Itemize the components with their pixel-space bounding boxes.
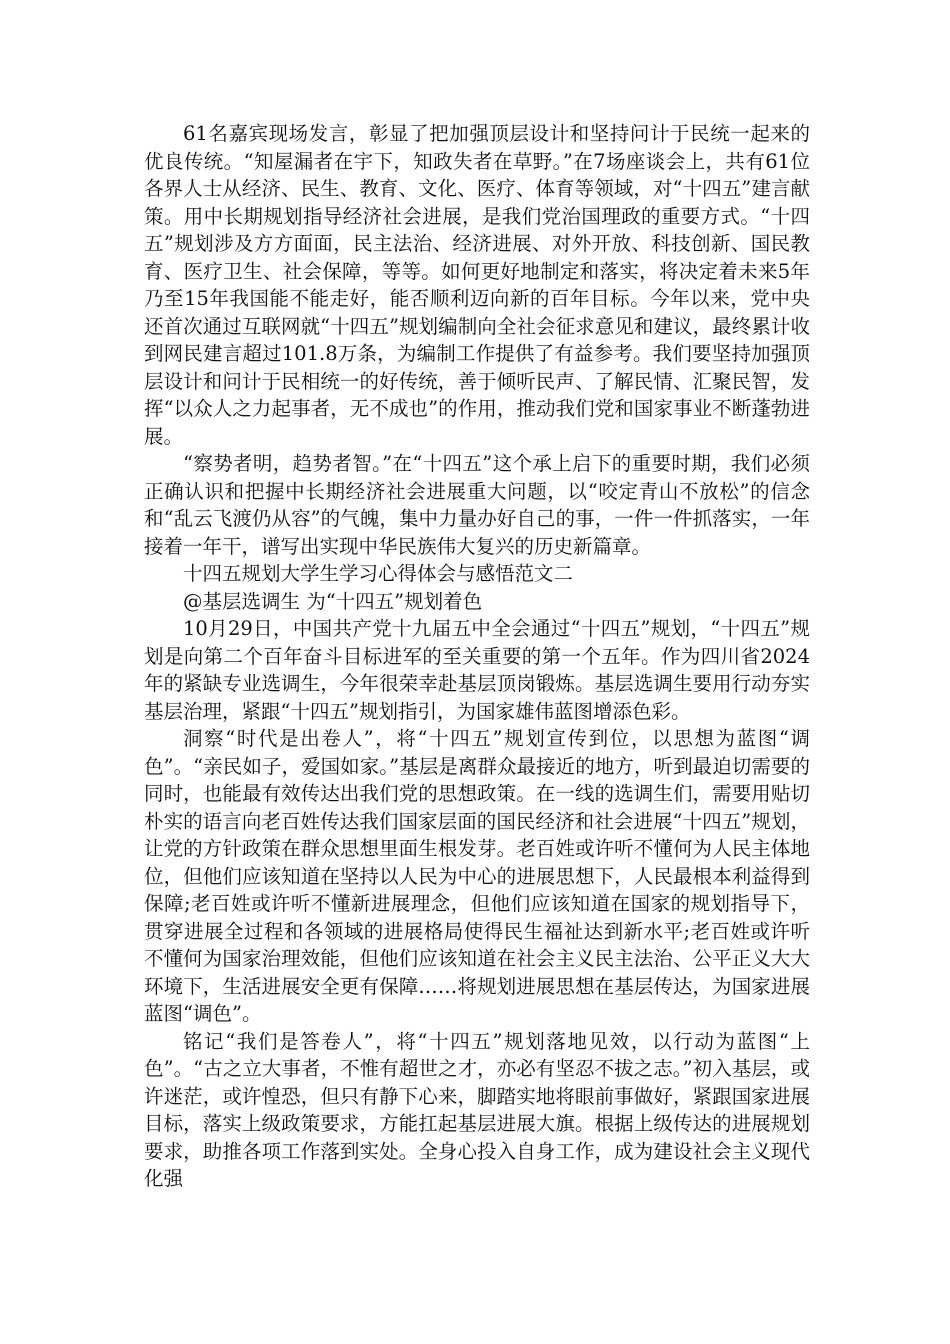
body-paragraph: “察势者明，趋势者智。”在“十四五”这个承上启下的重要时期，我们必须正确认识和把握中长期经济社会进展重大问题，以“咬定青山不放松”的信念和“乱云飞渡仍从容”的气魄，集中力量办好自己的事，一件一件抓落实，一年接着一年干，谱写出实现中华民族伟大复兴的历史新篇章。 [144,452,810,558]
section-title: 十四五规划大学生学习心得体会与感悟范文二 [183,562,574,585]
body-paragraph: 10月29日，中国共产党十九届五中全会通过“十四五”规划，“十四五”规划是向第二个百年奋斗目标进军的至关重要的第一个五年。作为四川省2024年的紧缺专业选调生，今年很荣幸赴基层顶岗锻炼。基层选调生要用行动夯实基层治理，紧跟“十四五”规划指引，为国家雄伟蓝图增添色彩。 [144,617,810,723]
body-paragraph: 铭记“我们是答卷人”，将“十四五”规划落地见效，以行动为蓝图“上色”。“古之立大事者，不惟有超世之才，亦必有坚忍不拔之志。”初入基层，或许迷茫，或许惶恐，但只有静下心来，脚踏实地将眼前事做好，紧跟国家进展目标，落实上级政策要求，方能扛起基层进展大旗。根据上级传达的进展规划要求，助推各项工作落到实处。全身心投入自身工作，成为建设社会主义现代化强 [144,1029,810,1190]
section-subtitle: @基层选调生 为“十四五”规划着色 [183,589,483,613]
body-paragraph: 洞察“时代是出卷人”，将“十四五”规划宣传到位，以思想为蓝图“调色”。“亲民如子，爱国如家。”基层是离群众最接近的地方，听到最迫切需要的同时，也能最有效传达出我们党的思想政策。在一线的选调生们，需要用贴切朴实的语言向老百姓传达我们国家层面的国民经济和社会进展“十四五”规划，让党的方针政策在群众思想里面生根发芽。老百姓或许听不懂何为人民主体地位，但他们应该知道在坚持以人民为中心的进展思想下，人民最根本利益得到保障;老百姓或许听不懂新进展理念，但他们应该知道在国家的规划指导下，贯穿进展全过程和各领域的进展格局使得民生福祉达到新水平;老百姓或许听不懂何为国家治理效能，但他们应该知道在社会主义民主法治、公平正义大大环境下，生活进展安全更有保障……将规划进展思想在基层传达，为国家进展蓝图“调色”。 [144,727,810,1025]
document-page [144,120,810,1193]
body-paragraph: 61名嘉宾现场发言，彰显了把加强顶层设计和坚持问计于民统一起来的优良传统。“知屋漏者在宇下，知政失者在草野。”在7场座谈会上，共有61位各界人士从经济、民生、教育、文化、医疗、体育等领域，对“十四五”建言献策。用中长期规划指导经济社会进展，是我们党治国理政的重要方式。“十四五”规划涉及方方面面，民主法治、经济进展、对外开放、科技创新、国民教育、医疗卫生、社会保障，等等。如何更好地制定和落实，将决定着未来5年乃至15年我国能不能走好，能否顺利迈向新的百年目标。今年以来，党中央还首次通过互联网就“十四五”规划编制向全社会征求意见和建议，最终累计收到网民建言超过101.8万条，为编制工作提供了有益参考。我们要坚持加强顶层设计和问计于民相统一的好传统，善于倾听民声、了解民情、汇聚民智，发挥“以众人之力起事者，无不成也”的作用，推动我们党和国家事业不断蓬勃进展。 [144,122,810,448]
